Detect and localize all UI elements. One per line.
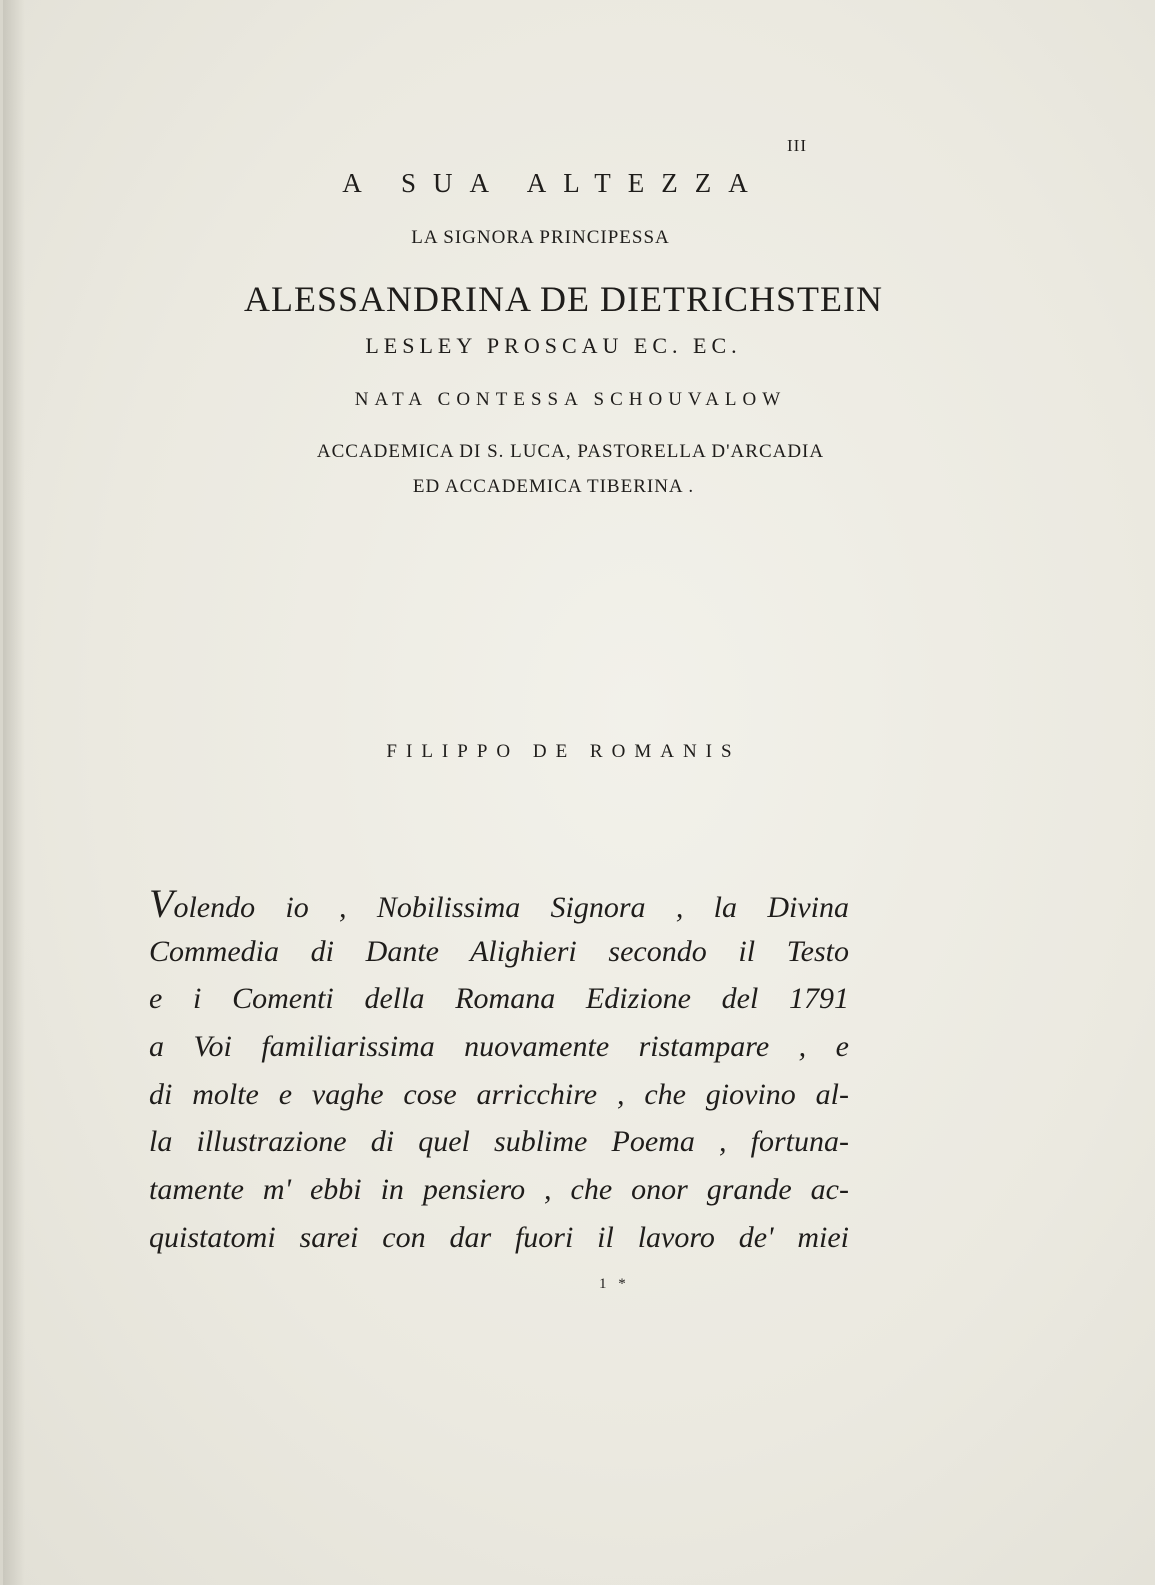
body-line-5: di molte e vaghe cose arricchire , che giovino al- [149, 1077, 849, 1111]
dedication-line-2: LA SIGNORA PRINCIPESSA [411, 227, 670, 248]
body-line-2: Commedia di Dante Alighieri secondo il Testo [149, 934, 849, 968]
body-line-3: e i Comenti della Romana Edizione del 1791 [149, 982, 849, 1016]
dedication-line-4: LESLEY PROSCAU EC. EC. [365, 333, 742, 358]
dedication-name: ALESSANDRINA DE DIETRICHSTEIN [244, 279, 883, 319]
signature-mark: 1 * [599, 1276, 630, 1292]
dedication-line-5: NATA CONTESSA SCHOUVALOW [354, 389, 787, 410]
drop-cap: V [149, 881, 174, 926]
signatory: FILIPPO DE ROMANIS [386, 741, 741, 762]
body-line-4: a Voi familiarissima nuovamente ristampare , e [149, 1030, 849, 1064]
body-line-1-text: olendo io , Nobilissima Signora , la Divina [173, 891, 849, 924]
body-line-6: la illustrazione di quel sublime Poema , fortuna- [149, 1125, 849, 1159]
body-line-1 [149, 880, 849, 928]
page-number: III [787, 136, 807, 155]
body-paragraph [149, 880, 849, 1262]
body-line-7: tamente m' ebbi in pensiero , che onor grande ac- [149, 1173, 849, 1207]
dedication-line-7: ED ACCADEMICA TIBERINA . [412, 476, 695, 497]
body-line-8: quistatomi sarei con dar fuori il lavoro de' miei [149, 1220, 849, 1254]
dedication-line-1: A SUA ALTEZZA [342, 168, 765, 198]
dedication-line-6: ACCADEMICA DI S. LUCA, PASTORELLA D'ARCADIA [316, 441, 825, 462]
